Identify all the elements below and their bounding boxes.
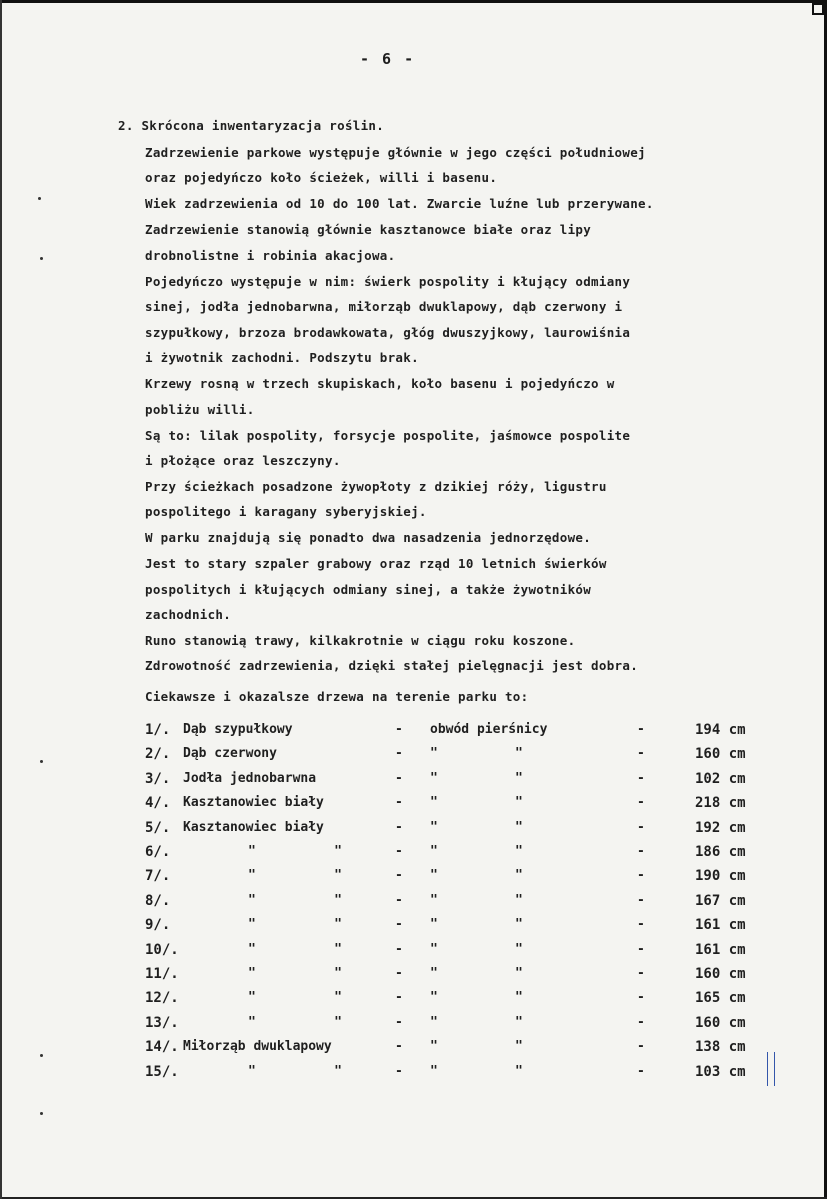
- scan-speck: [40, 1112, 43, 1115]
- tree-row-m1: obwód pierśnicy: [430, 722, 548, 737]
- tree-row-no: 5/.: [145, 819, 171, 836]
- tree-row-m2: ": [515, 917, 523, 933]
- tree-row-value: 160 cm: [695, 1014, 746, 1031]
- tree-row-m2: ": [515, 1014, 523, 1030]
- tree-row-d1: -: [395, 868, 403, 884]
- tree-row-m2: ": [515, 1063, 523, 1079]
- tree-row-value: 192 cm: [695, 819, 746, 836]
- tree-row-d1: -: [395, 941, 403, 957]
- tree-row-d1: -: [395, 746, 403, 762]
- tree-row-d2: -: [637, 1039, 645, 1055]
- tree-row-value: 102 cm: [695, 770, 746, 787]
- tree-row-value: 161 cm: [695, 941, 746, 958]
- tree-row-m2: ": [515, 868, 523, 884]
- tree-row-value: 194 cm: [695, 722, 746, 738]
- tree-row-m1: ": [430, 917, 438, 933]
- tree-row-d1: -: [395, 1063, 403, 1079]
- tree-row-d1: -: [395, 1039, 403, 1055]
- tree-row-d1: -: [395, 722, 403, 737]
- text-line: i płożące oraz leszczyny.: [145, 453, 341, 468]
- tree-row-name: " ": [248, 1063, 342, 1079]
- text-line: Przy ścieżkach posadzone żywopłoty z dzikiej róży, ligustru: [145, 479, 607, 494]
- tree-row-name: " ": [248, 941, 342, 957]
- tree-row-name: " ": [248, 966, 342, 981]
- tree-row-d1: -: [395, 819, 403, 835]
- tree-row-m1: ": [430, 868, 438, 884]
- scan-border-left: [0, 0, 2, 1199]
- tree-row-d2: -: [637, 1063, 645, 1079]
- text-line: Wiek zadrzewienia od 10 do 100 lat. Zwarcie luźne lub przerywane.: [145, 196, 654, 211]
- tree-row-no: 9/.: [145, 917, 171, 934]
- tree-row-no: 13/.: [145, 1014, 179, 1031]
- tree-row-m2: ": [515, 941, 523, 957]
- tree-row-name: " ": [248, 868, 342, 884]
- tree-row-m1: ": [430, 941, 438, 957]
- margin-pen-mark: [767, 1052, 775, 1086]
- tree-row-name: Dąb czerwony: [183, 746, 277, 762]
- scan-speck: [40, 760, 43, 763]
- text-line: pospolitych i kłujących odmiany sinej, a także żywotników: [145, 582, 592, 597]
- text-line: szypułkowy, brzoza brodawkowata, głóg dwuszyjkowy, laurowiśnia: [145, 325, 631, 340]
- tree-row-m1: ": [430, 819, 438, 835]
- section-heading: 2. Skrócona inwentaryzacja roślin.: [118, 118, 385, 133]
- tree-row-no: 11/.: [145, 966, 179, 982]
- tree-row-m1: ": [430, 966, 438, 981]
- tree-row-m2: ": [515, 746, 523, 762]
- tree-row-d1: -: [395, 770, 403, 786]
- tree-row-d2: -: [637, 1014, 645, 1030]
- tree-row-value: 160 cm: [695, 746, 746, 763]
- tree-row-m2: ": [515, 819, 523, 835]
- scan-speck: [40, 257, 43, 260]
- tree-row-d2: -: [637, 892, 645, 908]
- tree-row-name: Jodła jednobarwna: [183, 770, 317, 786]
- tree-row-no: 3/.: [145, 770, 171, 787]
- tree-row-value: 167 cm: [695, 892, 746, 909]
- tree-row-d2: -: [637, 722, 645, 737]
- tree-row-d2: -: [637, 746, 645, 762]
- tree-row-value: 161 cm: [695, 917, 746, 934]
- tree-row-m1: ": [430, 746, 438, 762]
- tree-row-d2: -: [637, 941, 645, 957]
- tree-row-name: " ": [248, 917, 342, 933]
- tree-row-m2: ": [515, 1039, 523, 1055]
- tree-row-d2: -: [637, 966, 645, 981]
- page-number: - 6 -: [360, 50, 416, 68]
- tree-row-no: 2/.: [145, 746, 171, 763]
- tree-row-value: 218 cm: [695, 795, 746, 812]
- text-line: Zdrowotność zadrzewienia, dzięki stałej pielęgnacji jest dobra.: [145, 658, 639, 673]
- tree-row-name: Kasztanowiec biały: [183, 795, 324, 811]
- tree-row-m2: ": [515, 844, 523, 859]
- tree-row-name: Kasztanowiec biały: [183, 819, 324, 835]
- tree-row-no: 14/.: [145, 1039, 179, 1056]
- tree-row-value: 165 cm: [695, 990, 746, 1007]
- text-line: Są to: lilak pospolity, forsycje pospolite, jaśmowce pospolite: [145, 428, 631, 443]
- tree-row-no: 6/.: [145, 844, 171, 860]
- tree-row-d2: -: [637, 868, 645, 884]
- tree-row-d2: -: [637, 770, 645, 786]
- tree-row-d2: -: [637, 990, 645, 1006]
- tree-row-name: " ": [248, 1014, 342, 1030]
- text-line: Pojedyńczo występuje w nim: świerk pospolity i kłujący odmiany: [145, 274, 631, 289]
- scan-speck: [38, 197, 41, 200]
- tree-row-m2: ": [515, 966, 523, 981]
- tree-row-no: 12/.: [145, 990, 179, 1007]
- text-line: zachodnich.: [145, 607, 232, 622]
- tree-row-d1: -: [395, 966, 403, 981]
- tree-row-no: 8/.: [145, 892, 171, 909]
- text-line: Runo stanowią trawy, kilkakrotnie w ciągu roku koszone.: [145, 633, 576, 648]
- tree-row-no: 15/.: [145, 1063, 179, 1080]
- tree-row-m1: ": [430, 892, 438, 908]
- text-line: pobliżu willi.: [145, 402, 255, 417]
- tree-row-no: 7/.: [145, 868, 171, 885]
- tree-row-name: Dąb szypułkowy: [183, 722, 293, 737]
- text-line: pospolitego i karagany syberyjskiej.: [145, 504, 427, 519]
- tree-row-d2: -: [637, 844, 645, 859]
- tree-row-no: 1/.: [145, 722, 171, 738]
- tree-row-name: " ": [248, 892, 342, 908]
- corner-mark: [812, 3, 824, 15]
- tree-row-value: 186 cm: [695, 844, 746, 860]
- text-line: oraz pojedyńczo koło ścieżek, willi i basenu.: [145, 170, 498, 185]
- text-line: Jest to stary szpaler grabowy oraz rząd 10 letnich świerków: [145, 556, 607, 571]
- tree-row-d1: -: [395, 892, 403, 908]
- tree-row-no: 4/.: [145, 795, 171, 812]
- tree-row-m1: ": [430, 1039, 438, 1055]
- tree-row-m2: ": [515, 892, 523, 908]
- tree-row-m2: ": [515, 795, 523, 811]
- tree-row-d2: -: [637, 819, 645, 835]
- tree-row-d1: -: [395, 917, 403, 933]
- tree-row-d2: -: [637, 917, 645, 933]
- tree-row-m2: ": [515, 770, 523, 786]
- text-line: Krzewy rosną w trzech skupiskach, koło basenu i pojedyńczo w: [145, 376, 615, 391]
- text-line: sinej, jodła jednobarwna, miłorząb dwuklapowy, dąb czerwony i: [145, 299, 623, 314]
- text-line: drobnolistne i robinia akacjowa.: [145, 248, 396, 263]
- tree-row-m1: ": [430, 1063, 438, 1079]
- tree-row-d1: -: [395, 990, 403, 1006]
- tree-row-value: 103 cm: [695, 1063, 746, 1080]
- text-line: i żywotnik zachodni. Podszytu brak.: [145, 350, 419, 365]
- text-line: Ciekawsze i okazalsze drzewa na terenie parku to:: [145, 689, 529, 704]
- scan-speck: [40, 1054, 43, 1057]
- tree-row-d1: -: [395, 1014, 403, 1030]
- text-line: Zadrzewienie parkowe występuje głównie w jego części południowej: [145, 145, 646, 160]
- tree-row-name: " ": [248, 844, 342, 859]
- tree-row-name: " ": [248, 990, 342, 1006]
- tree-row-m1: ": [430, 795, 438, 811]
- tree-row-m1: ": [430, 770, 438, 786]
- tree-row-d1: -: [395, 795, 403, 811]
- tree-row-value: 160 cm: [695, 966, 746, 982]
- tree-row-d1: -: [395, 844, 403, 859]
- tree-row-no: 10/.: [145, 941, 179, 958]
- scan-border-top: [0, 0, 827, 3]
- text-line: W parku znajdują się ponadto dwa nasadzenia jednorzędowe.: [145, 530, 592, 545]
- tree-row-m1: ": [430, 990, 438, 1006]
- tree-row-m1: ": [430, 844, 438, 859]
- tree-row-m2: ": [515, 990, 523, 1006]
- text-line: Zadrzewienie stanowią głównie kasztanowce białe oraz lipy: [145, 222, 592, 237]
- tree-row-value: 138 cm: [695, 1039, 746, 1056]
- tree-row-name: Miłorząb dwuklapowy: [183, 1039, 332, 1055]
- tree-row-d2: -: [637, 795, 645, 811]
- tree-row-value: 190 cm: [695, 868, 746, 885]
- tree-row-m1: ": [430, 1014, 438, 1030]
